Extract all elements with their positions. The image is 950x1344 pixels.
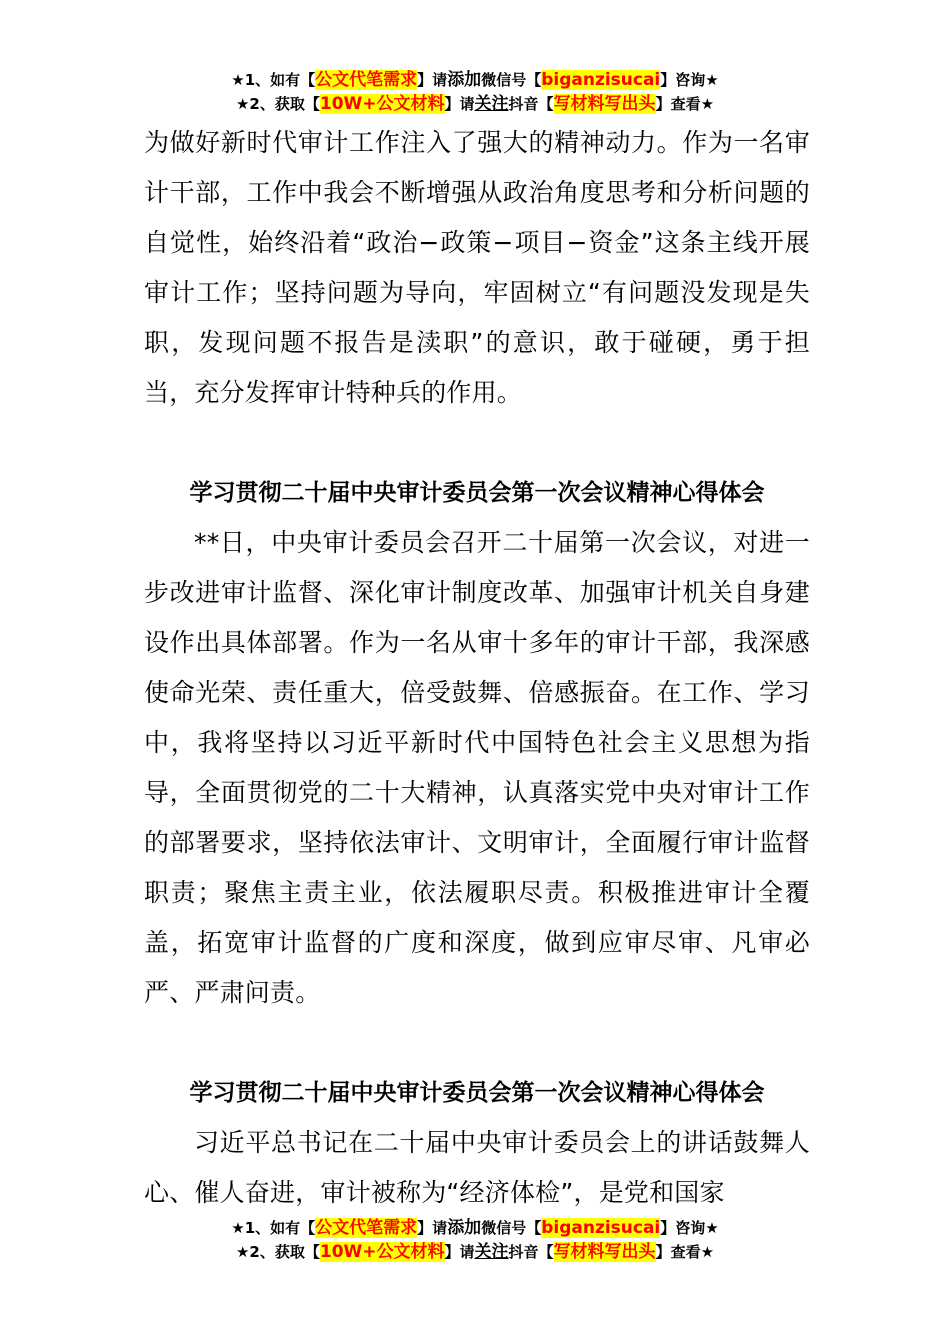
paragraph-3: 习近平总书记在二十届中央审计委员会上的讲话鼓舞人心、催人奋进，审计被称为“经济体检”，是党和国家 [144,1128,810,1207]
banner-text: 】请 [417,71,448,89]
document-body [144,118,810,1218]
spacer [144,1018,810,1068]
footer-banner [0,1216,950,1264]
banner-highlight: 10W+公文材料 [319,94,445,114]
banner-text: 微信号【 [481,71,542,89]
banner-highlight: 写材料写出头 [553,1242,656,1262]
banner-text: ★1、如有【 [231,71,316,89]
banner-text: 】查看★ [655,95,715,113]
spacer [144,418,810,468]
banner-line-1 [0,1216,950,1240]
banner-line-1 [0,68,950,92]
banner-text: 】咨询★ [660,71,719,89]
banner-highlight: biganzisucai [541,1218,661,1238]
banner-emphasis: 添加 [447,1218,482,1238]
banner-emphasis: 关注 [474,94,509,114]
banner-highlight: 10W+公文材料 [319,1242,445,1262]
banner-emphasis: 关注 [474,1242,509,1262]
banner-text: 】查看★ [655,1243,715,1261]
paragraph-1: 为做好新时代审计工作注入了强大的精神动力。作为一名审计干部，工作中我会不断增强从政治角度思考和分析问题的自觉性，始终沿着“政治−政策−项目−资金”这条主线开展审计工作；坚持问题为导向，牢固树立“有问题没发现是失职，发现问题不报告是渎职”的意识，敢于碰硬，勇于担当，充分发挥审计特种兵的作用。 [144,128,810,407]
banner-line-2 [0,1240,950,1264]
banner-text: 】请 [444,95,475,113]
banner-text: ★1、如有【 [231,1219,316,1237]
banner-text: 】请 [444,1243,475,1261]
banner-line-2 [0,92,950,116]
paragraph-2: **日，中央审计委员会召开二十届第一次会议，对进一步改进审计监督、深化审计制度改革、加强审计机关自身建设作出具体部署。作为一名从审十多年的审计干部，我深感使命光荣、责任重大，倍受鼓舞、倍感振奋。在工作、学习中，我将坚持以习近平新时代中国特色社会主义思想为指导，全面贯彻党的二十大精神，认真落实党中央对审计工作的部署要求，坚持依法审计、文明审计，全面履行审计监督职责；聚焦主责主业，依法履职尽责。积极推进审计全覆盖，拓宽审计监督的广度和深度，做到应审尽审、凡审必严、严肃问责。 [144,528,810,1007]
banner-text: ★2、获取【 [235,1243,320,1261]
banner-text: ★2、获取【 [235,95,320,113]
banner-highlight: 写材料写出头 [553,94,656,114]
section-heading-1: 学习贯彻二十届中央审计委员会第一次会议精神心得体会 [189,480,765,506]
banner-highlight: 公文代笔需求 [315,1218,418,1238]
banner-emphasis: 添加 [447,70,482,90]
banner-text: 抖音【 [508,1243,554,1261]
banner-highlight: biganzisucai [541,70,661,90]
banner-text: 抖音【 [508,95,554,113]
section-heading-2: 学习贯彻二十届中央审计委员会第一次会议精神心得体会 [189,1080,765,1106]
banner-text: 】咨询★ [660,1219,719,1237]
banner-highlight: 公文代笔需求 [315,70,418,90]
banner-text: 微信号【 [481,1219,542,1237]
header-banner [0,68,950,116]
banner-text: 】请 [417,1219,448,1237]
